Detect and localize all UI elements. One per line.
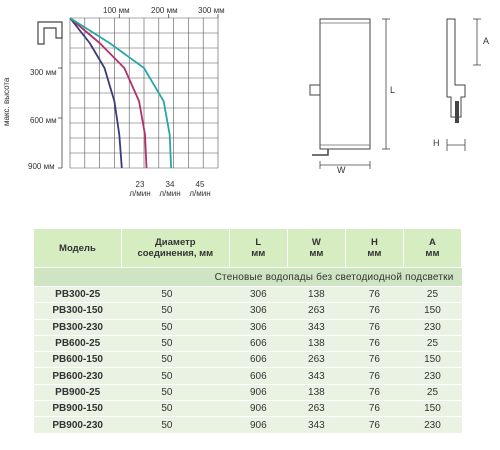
table-row — [34, 401, 462, 417]
y-tick-label-300: 300 мм — [30, 68, 57, 77]
y-tick-label-600: 600 мм — [30, 116, 57, 125]
table-cell: 50 — [121, 401, 229, 417]
table-cell: 50 — [121, 335, 229, 351]
table-cell: 25 — [403, 384, 461, 400]
table-cell-model: PB300-230 — [34, 319, 121, 335]
front-view-diagram — [290, 5, 410, 185]
table-row — [34, 303, 462, 319]
table-cell: 343 — [287, 417, 345, 433]
table-cell: 906 — [229, 384, 287, 400]
table-row — [34, 384, 462, 400]
chart-axes — [58, 14, 218, 168]
table-cell: 76 — [345, 368, 403, 384]
table-cell: 138 — [287, 287, 345, 303]
table-cell: 306 — [229, 287, 287, 303]
table-cell: 150 — [403, 352, 461, 368]
table-cell: 50 — [121, 352, 229, 368]
table-row — [34, 352, 462, 368]
table-cell: 263 — [287, 303, 345, 319]
dim-label-a: A — [483, 36, 490, 46]
front-panel — [320, 19, 370, 149]
chart-grid — [70, 18, 218, 168]
table-cell: 25 — [403, 287, 461, 303]
table-cell-model: PB300-150 — [34, 303, 121, 319]
table-cell: 263 — [287, 401, 345, 417]
table-cell: 138 — [287, 384, 345, 400]
table-cell: 306 — [229, 319, 287, 335]
table-cell: 50 — [121, 303, 229, 319]
table-row — [34, 368, 462, 384]
table-cell: 76 — [345, 303, 403, 319]
table-cell: 76 — [345, 319, 403, 335]
inlet-pipe — [312, 149, 328, 155]
table-cell: 76 — [345, 384, 403, 400]
flow-unit: л/мин — [159, 189, 181, 198]
table-row — [34, 335, 462, 351]
table-cell-model: PB600-230 — [34, 368, 121, 384]
table-subheader: Стеновые водопады без светодиодной подсветки — [34, 268, 462, 287]
flow-chart — [0, 0, 240, 200]
table-cell: 50 — [121, 368, 229, 384]
table-cell: 76 — [345, 335, 403, 351]
nozzle — [455, 101, 459, 123]
x-tick-label-300: 300 мм — [198, 6, 225, 15]
table-cell: 230 — [403, 319, 461, 335]
header-model: Модель — [34, 229, 121, 268]
header-w: W мм — [287, 229, 345, 268]
header-a: A мм — [403, 229, 461, 268]
flow-label-45 — [180, 180, 220, 198]
table-cell: 150 — [403, 401, 461, 417]
table-row — [34, 287, 462, 303]
table-cell: 150 — [403, 303, 461, 319]
table-cell-model: PB600-25 — [34, 335, 121, 351]
inlet-box — [310, 85, 320, 95]
table-cell: 230 — [403, 417, 461, 433]
table-cell: 138 — [287, 335, 345, 351]
flow-unit: л/мин — [189, 189, 211, 198]
table-cell: 343 — [287, 368, 345, 384]
table-cell: 76 — [345, 352, 403, 368]
table-cell: 76 — [345, 417, 403, 433]
table-cell: 50 — [121, 417, 229, 433]
header-l: L мм — [229, 229, 287, 268]
table-cell: 263 — [287, 352, 345, 368]
table-cell: 343 — [287, 319, 345, 335]
table-cell-model: PB300-25 — [34, 287, 121, 303]
table-cell: 606 — [229, 335, 287, 351]
table-cell: 50 — [121, 287, 229, 303]
table-cell-model: PB600-150 — [34, 352, 121, 368]
table-cell-model: PB900-150 — [34, 401, 121, 417]
table-row — [34, 417, 462, 433]
table-cell: 606 — [229, 368, 287, 384]
table-cell: 906 — [229, 401, 287, 417]
flow-unit: л/мин — [129, 189, 151, 198]
table-subheader-row — [34, 268, 462, 287]
header-diameter: Диаметр соединения, мм — [121, 229, 229, 268]
dim-label-w: W — [337, 165, 346, 175]
table-cell: 230 — [403, 368, 461, 384]
table-cell: 906 — [229, 417, 287, 433]
table-cell: 606 — [229, 352, 287, 368]
table-cell: 306 — [229, 303, 287, 319]
dim-label-h: H — [433, 138, 440, 148]
flow-value: 34 — [165, 180, 175, 189]
table-cell: 50 — [121, 319, 229, 335]
flow-value: 23 — [135, 180, 145, 189]
flow-value: 45 — [195, 180, 205, 189]
table-cell: 76 — [345, 401, 403, 417]
table-cell-model: PB900-230 — [34, 417, 121, 433]
table-cell: 76 — [345, 287, 403, 303]
table-cell: 50 — [121, 384, 229, 400]
y-tick-label-900: 900 мм — [28, 162, 55, 171]
table-cell: 25 — [403, 335, 461, 351]
table-header-row — [34, 229, 462, 268]
wall-bracket-icon — [38, 22, 62, 44]
header-h: H мм — [345, 229, 403, 268]
x-tick-label-100: 100 мм — [103, 6, 130, 15]
dim-label-l: L — [390, 85, 396, 95]
spec-table — [34, 229, 462, 433]
x-tick-label-200: 200 мм — [151, 6, 178, 15]
table-cell-model: PB900-25 — [34, 384, 121, 400]
table-row — [34, 319, 462, 335]
y-axis-title: макс. высота — [2, 77, 11, 126]
